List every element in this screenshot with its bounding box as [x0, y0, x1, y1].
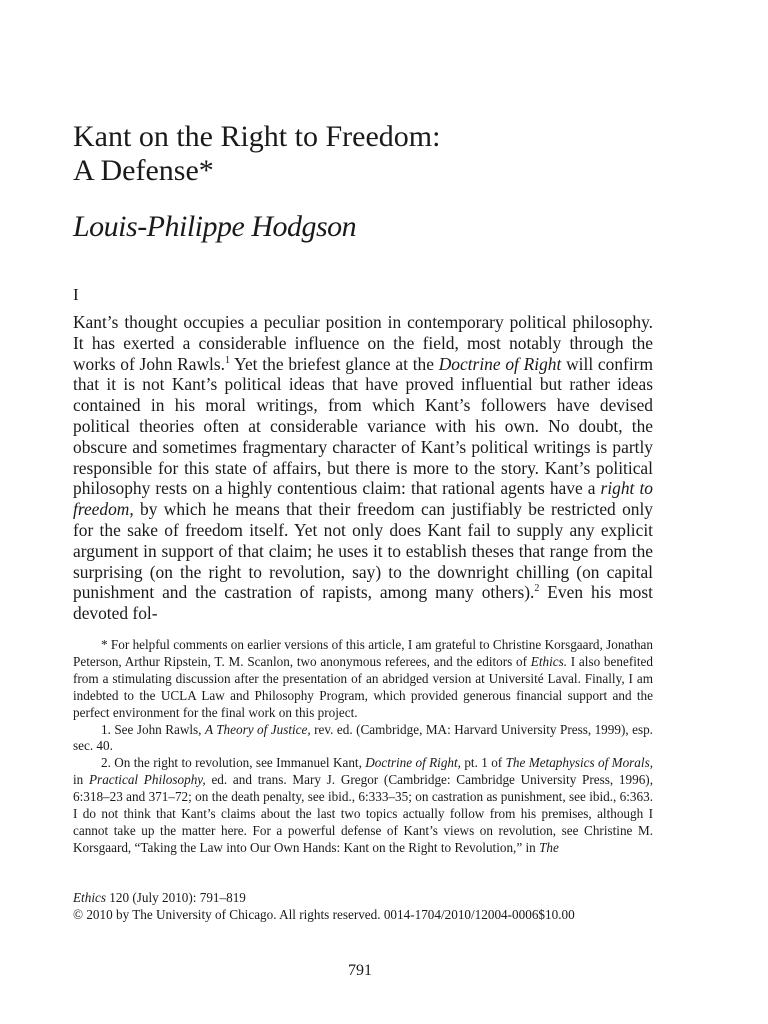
footnote-2-practical: Practical Philosophy,: [89, 772, 206, 788]
footnote-2-text-d: ed. and trans. Mary J. Gregor (Cambridge: Cambridge University Press, 1996), 6:318–23 and 371–72; on the death penalty, see ibid., 6:333–35; on castration as punishment, see ibid., 6:363. I do not think that Kant’s claims about the last two topics actually follow from his premises, although I cannot take up the matter here. For a powerful defense of Kant’s views on revolution, see Christine M. Korsgaard, “Taking the Law into Our Own Hands: Kant on the Right to Revolution,” in: [73, 772, 653, 855]
footnote-star-text: * For helpful comments on earlier versions of this article, I am grateful to Christine Korsgaard, Jonathan Peterson, Arthur Ripstein, T. M. Scanlon, two anonymous referees, and the editors of: [73, 637, 653, 669]
page-number: 791: [348, 962, 372, 979]
footnote-star: [73, 637, 653, 722]
footnote-2-the: The: [539, 839, 559, 855]
article-title: [73, 120, 713, 188]
footnote-2: [73, 755, 653, 856]
footnote-marker-1: 1: [225, 354, 231, 366]
footnote-star-ethics: Ethics.: [530, 653, 568, 669]
right-to-freedom-italic: right to freedom,: [73, 478, 653, 520]
footnote-1-text-a: 1. See John Rawls,: [101, 721, 205, 737]
footnote-2-text-a: 2. On the right to revolution, see Immanuel Kant,: [101, 755, 366, 771]
body-paragraph: [73, 312, 653, 624]
title-line-2: A Defense*: [73, 154, 214, 187]
journal-citation: [73, 890, 653, 907]
footnotes: [73, 637, 653, 857]
footnote-2-text-c: in: [73, 772, 89, 788]
footnote-2-text-b: pt. 1 of: [460, 755, 506, 771]
title-line-1: Kant on the Right to Freedom:: [73, 120, 441, 153]
body-text-4: by which he means that their freedom can justifiably be restricted only for the sake of freedom itself. Yet not only does Kant fail to supply any explicit argument in support of that claim; he uses it to establish theses that range from the surprising (on the right to revolution, say) to the downright chilling (on capital punishment and the castration of rapists, among many others).: [73, 499, 653, 603]
footnote-marker-2: 2: [534, 583, 540, 595]
footnote-1-title: A Theory of Justice,: [204, 721, 311, 737]
author-name: Louis-Philippe Hodgson: [73, 210, 357, 243]
body-text-1: Kant’s thought occupies a peculiar position in contemporary political philosophy. It has exerted a considerable influence on the field, most notably through the works of John Rawls.: [73, 312, 653, 374]
footnote-1-text-b: rev. ed. (Cambridge, MA: Harvard University Press, 1999), esp. sec. 40.: [73, 721, 653, 754]
body-text-5: Even his most devoted fol-: [73, 582, 653, 624]
footnote-1: [73, 722, 653, 756]
body-text-2: Yet the briefest glance at the: [230, 353, 439, 374]
section-number: I: [73, 285, 79, 304]
doctrine-of-right-italic: Doctrine of Right: [438, 353, 562, 374]
journal-issue: 120 (July 2010): 791–819: [105, 890, 246, 905]
publication-info: [73, 890, 653, 923]
body-text-3: will confirm that it is not Kant’s political ideas that have proved influential but rather ideas contained in his moral writings, from which Kant’s followers have devised political theories often at considerable variance with his own. No doubt, the obscure and sometimes fragmentary character of Kant’s political writings is partly responsible for this state of affairs, but there is more to the story. Kant’s political philosophy rests on a highly contentious claim: that rational agents have a: [73, 353, 653, 499]
journal-name: Ethics: [73, 890, 106, 905]
footnote-2-metaphysics: The Metaphysics of Morals,: [505, 755, 653, 771]
footnote-star-rest: I also benefited from a stimulating discussion after the presentation of an abridged version at Université Laval. Finally, I am indebted to the UCLA Law and Philosophy Program, which provided generous financial support and the perfect environment for the final work on this project.: [73, 653, 653, 720]
footnote-2-doctrine: Doctrine of Right,: [365, 755, 461, 771]
copyright-line: © 2010 by The University of Chicago. All rights reserved. 0014-1704/2010/12004-0006$10.00: [73, 906, 575, 922]
